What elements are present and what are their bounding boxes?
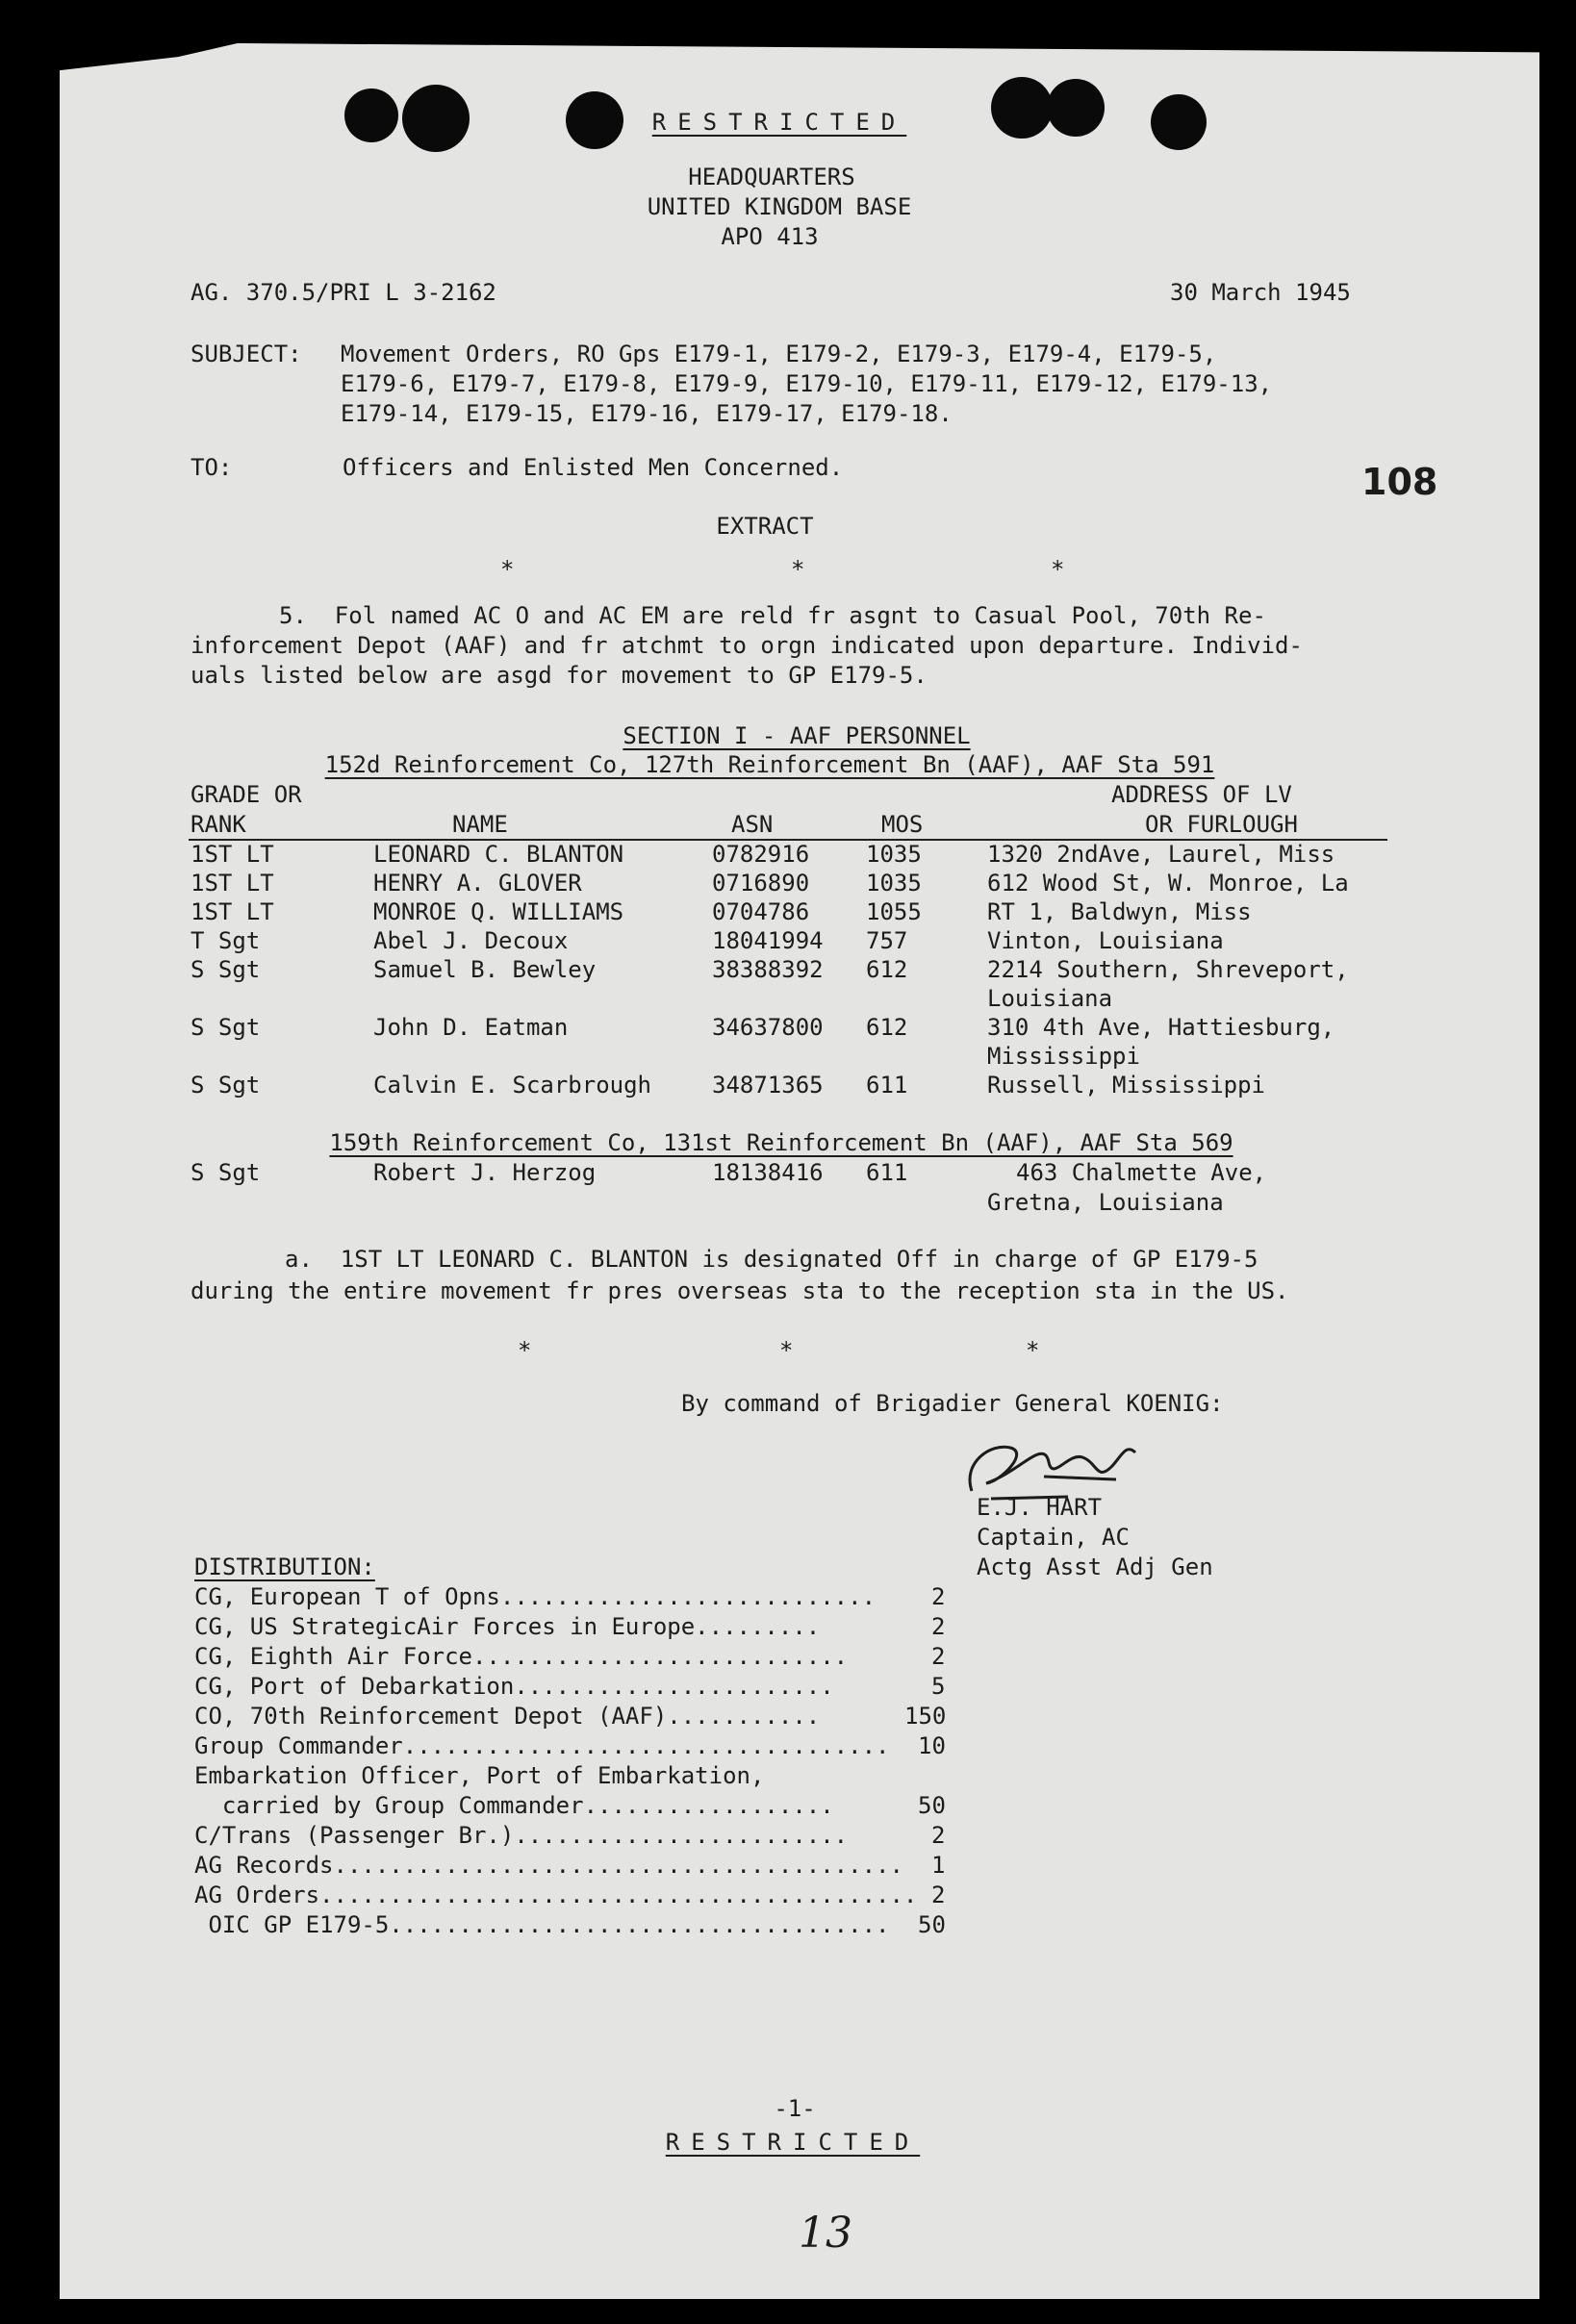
cell-grade: S Sgt bbox=[191, 1159, 261, 1186]
unit-heading: 159th Reinforcement Co, 131st Reinforcement Bn (AAF), AAF Sta 569 bbox=[329, 1129, 1233, 1156]
document-date: 30 March 1945 bbox=[1170, 279, 1351, 306]
headquarters-heading: HEADQUARTERS bbox=[688, 164, 855, 190]
distribution-qty: 1 bbox=[931, 1852, 946, 1879]
cell-address: 463 Chalmette Ave, bbox=[1016, 1159, 1267, 1186]
file-reference: AG. 370.5/PRI L 3-2162 bbox=[191, 279, 496, 306]
cell-mos: 1055 bbox=[866, 898, 922, 925]
subject-label: SUBJECT: bbox=[191, 341, 302, 367]
section-title: SECTION I - AAF PERSONNEL bbox=[623, 722, 971, 749]
distribution-qty: 10 bbox=[918, 1732, 946, 1759]
page-number: -1- bbox=[774, 2095, 816, 2122]
distribution-qty: 2 bbox=[931, 1822, 946, 1849]
cell-name: Robert J. Herzog bbox=[373, 1159, 597, 1186]
paragraph-5-line: 5. Fol named AC O and AC EM are reld fr asgnt to Casual Pool, 70th Re- bbox=[279, 602, 1266, 629]
paragraph-5-line: uals listed below are asgd for movement to GP E179-5. bbox=[191, 662, 928, 689]
column-header-address: ADDRESS OF LV bbox=[1111, 781, 1292, 808]
column-header-name: NAME bbox=[452, 811, 508, 838]
cell-address: 1320 2ndAve, Laurel, Miss bbox=[987, 841, 1335, 868]
column-header-address: OR FURLOUGH bbox=[1145, 811, 1298, 838]
distribution-item: CG, European T of Opns........................... bbox=[194, 1583, 877, 1610]
column-header-asn: ASN bbox=[731, 811, 774, 838]
cell-name: HENRY A. GLOVER bbox=[373, 870, 582, 897]
paragraph-a-line: during the entire movement fr pres overseas sta to the reception sta in the US. bbox=[191, 1277, 1289, 1304]
cell-mos: 611 bbox=[866, 1159, 908, 1186]
signer-rank: Captain, AC bbox=[977, 1524, 1130, 1551]
cell-name: LEONARD C. BLANTON bbox=[373, 841, 624, 868]
asterisk: * bbox=[791, 556, 805, 583]
cell-asn: 0716890 bbox=[712, 870, 810, 897]
cell-address-cont: Mississippi bbox=[987, 1043, 1140, 1070]
subject-line: E179-6, E179-7, E179-8, E179-9, E179-10, E179-11, E179-12, E179-13, bbox=[341, 370, 1273, 397]
cell-mos: 757 bbox=[866, 927, 908, 954]
handwritten-page-number: 13 bbox=[799, 2209, 852, 2258]
column-header-grade: GRADE OR bbox=[191, 781, 302, 808]
distribution-item: AG Records......................................... bbox=[194, 1852, 903, 1879]
apo-heading: APO 413 bbox=[721, 223, 819, 250]
command-heading: UNITED KINGDOM BASE bbox=[647, 193, 912, 220]
punch-hole bbox=[1047, 79, 1105, 137]
cell-grade: 1ST LT bbox=[191, 870, 274, 897]
cell-asn: 34871365 bbox=[712, 1072, 824, 1099]
cell-name: Calvin E. Scarbrough bbox=[373, 1072, 651, 1099]
cell-asn: 0704786 bbox=[712, 898, 810, 925]
punch-hole bbox=[344, 88, 398, 142]
punch-hole bbox=[566, 91, 623, 149]
distribution-item: AG Orders........................................... bbox=[194, 1882, 918, 1908]
paragraph-5-line: inforcement Depot (AAF) and fr atchmt to orgn indicated upon departure. Individ- bbox=[191, 632, 1303, 659]
cell-grade: T Sgt bbox=[191, 927, 261, 954]
cell-asn: 18138416 bbox=[712, 1159, 824, 1186]
paragraph-a-line: a. 1ST LT LEONARD C. BLANTON is designated Off in charge of GP E179-5 bbox=[285, 1246, 1258, 1273]
restricted-marking-top: RESTRICTED bbox=[651, 109, 907, 136]
distribution-item: Group Commander................................... bbox=[194, 1732, 890, 1759]
distribution-qty: 50 bbox=[918, 1911, 946, 1938]
asterisk: * bbox=[1026, 1337, 1040, 1364]
subject-line: E179-14, E179-15, E179-16, E179-17, E179-18. bbox=[341, 400, 953, 427]
asterisk: * bbox=[500, 556, 515, 583]
cell-asn: 0782916 bbox=[712, 841, 810, 868]
distribution-item: OIC GP E179-5.................................... bbox=[194, 1911, 890, 1938]
asterisk: * bbox=[779, 1337, 794, 1364]
cell-asn: 18041994 bbox=[712, 927, 824, 954]
cell-mos: 612 bbox=[866, 956, 908, 983]
distribution-qty: 50 bbox=[918, 1792, 946, 1819]
distribution-item: CG, US StrategicAir Forces in Europe......... bbox=[194, 1613, 821, 1640]
cell-grade: 1ST LT bbox=[191, 841, 274, 868]
cell-address: RT 1, Baldwyn, Miss bbox=[987, 898, 1252, 925]
cell-asn: 34637800 bbox=[712, 1014, 824, 1041]
distribution-qty: 2 bbox=[931, 1643, 946, 1670]
distribution-qty: 5 bbox=[931, 1673, 946, 1700]
distribution-qty: 2 bbox=[931, 1613, 946, 1640]
distribution-item: Embarkation Officer, Port of Embarkation, bbox=[194, 1762, 765, 1789]
distribution-item: CG, Port of Debarkation....................... bbox=[194, 1673, 834, 1700]
distribution-title: DISTRIBUTION: bbox=[194, 1554, 375, 1580]
cell-asn: 38388392 bbox=[712, 956, 824, 983]
cell-mos: 1035 bbox=[866, 841, 922, 868]
distribution-qty: 2 bbox=[931, 1882, 946, 1908]
document-number: 108 bbox=[1361, 461, 1438, 503]
unit-heading: 152d Reinforcement Co, 127th Reinforcement Bn (AAF), AAF Sta 591 bbox=[324, 751, 1215, 778]
cell-mos: 1035 bbox=[866, 870, 922, 897]
to-text: Officers and Enlisted Men Concerned. bbox=[343, 454, 844, 481]
punch-hole bbox=[402, 85, 470, 152]
punch-hole bbox=[1151, 94, 1207, 150]
signer-title: Actg Asst Adj Gen bbox=[977, 1554, 1213, 1580]
cell-grade: 1ST LT bbox=[191, 898, 274, 925]
distribution-qty: 2 bbox=[931, 1583, 946, 1610]
cell-grade: S Sgt bbox=[191, 1072, 261, 1099]
distribution-item: CG, Eighth Air Force........................... bbox=[194, 1643, 849, 1670]
cell-name: Samuel B. Bewley bbox=[373, 956, 597, 983]
cell-address-cont: Louisiana bbox=[987, 985, 1113, 1012]
to-label: TO: bbox=[191, 454, 233, 481]
cell-grade: S Sgt bbox=[191, 956, 261, 983]
asterisk: * bbox=[1051, 556, 1065, 583]
distribution-item: C/Trans (Passenger Br.)........................ bbox=[194, 1822, 849, 1849]
signer-name: E.J. HART bbox=[977, 1494, 1103, 1521]
subject-line: Movement Orders, RO Gps E179-1, E179-2, E179-3, E179-4, E179-5, bbox=[341, 341, 1217, 367]
by-command-line: By command of Brigadier General KOENIG: bbox=[681, 1390, 1224, 1417]
cell-address: 612 Wood St, W. Monroe, La bbox=[987, 870, 1349, 897]
cell-mos: 612 bbox=[866, 1014, 908, 1041]
cell-address: 310 4th Ave, Hattiesburg, bbox=[987, 1014, 1335, 1041]
cell-name: MONROE Q. WILLIAMS bbox=[373, 898, 624, 925]
distribution-item: carried by Group Commander.................. bbox=[194, 1792, 834, 1819]
extract-heading: EXTRACT bbox=[716, 513, 814, 540]
cell-address: 2214 Southern, Shreveport, bbox=[987, 956, 1349, 983]
cell-name: Abel J. Decoux bbox=[373, 927, 569, 954]
distribution-item: CO, 70th Reinforcement Depot (AAF)........... bbox=[194, 1703, 821, 1730]
cell-address: Russell, Mississippi bbox=[987, 1072, 1265, 1099]
cell-address-cont: Gretna, Louisiana bbox=[987, 1189, 1224, 1216]
cell-mos: 611 bbox=[866, 1072, 908, 1099]
asterisk: * bbox=[518, 1337, 532, 1364]
restricted-marking-bottom: RESTRICTED bbox=[665, 2129, 921, 2156]
column-header-grade: RANK bbox=[191, 811, 246, 838]
punch-hole bbox=[991, 77, 1053, 139]
distribution-qty: 150 bbox=[904, 1703, 947, 1730]
cell-name: John D. Eatman bbox=[373, 1014, 569, 1041]
column-header-mos: MOS bbox=[881, 811, 924, 838]
cell-address: Vinton, Louisiana bbox=[987, 927, 1224, 954]
cell-grade: S Sgt bbox=[191, 1014, 261, 1041]
